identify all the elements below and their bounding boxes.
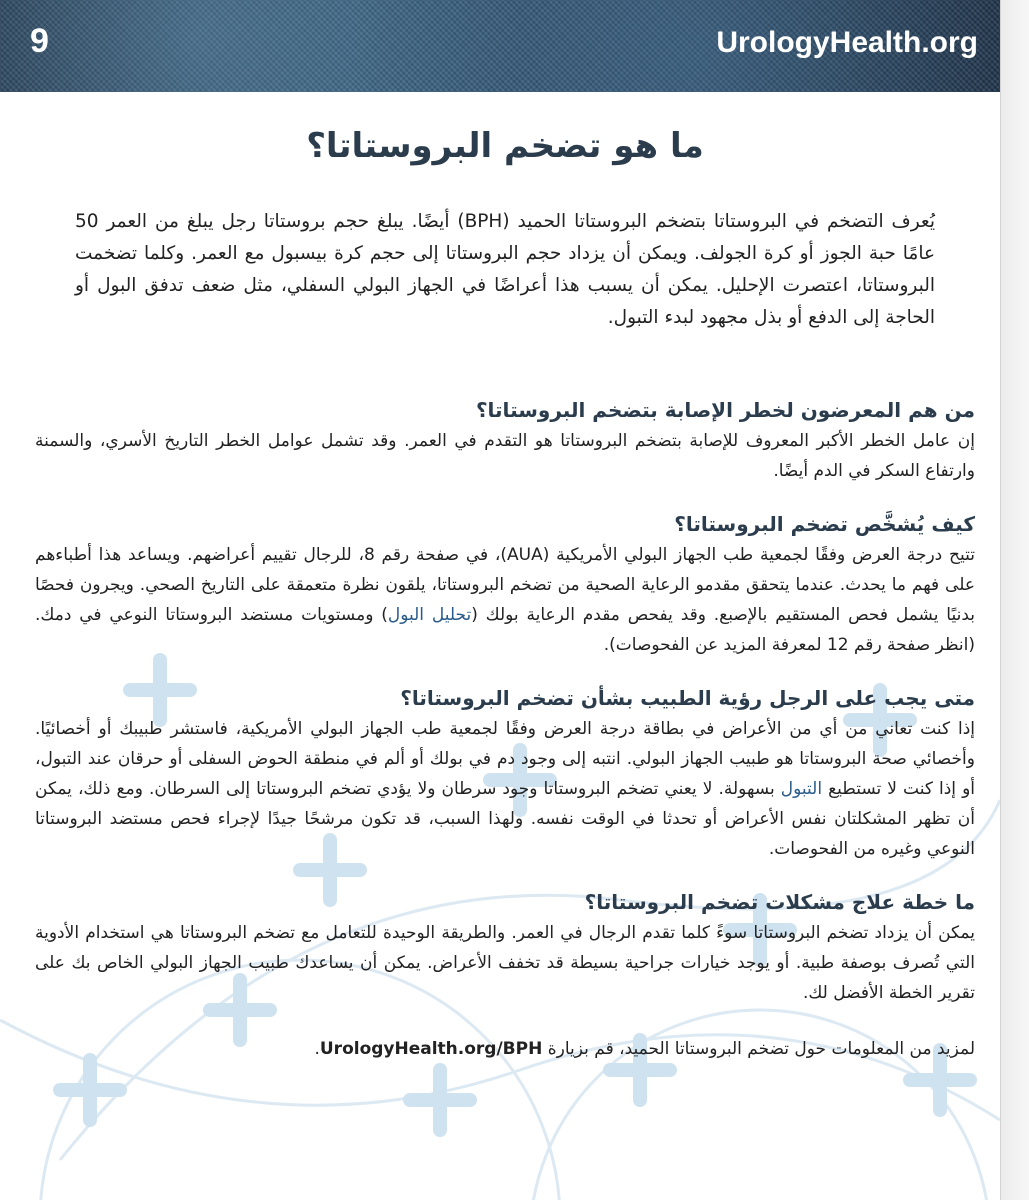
section-heading: كيف يُشخَّص تضخم البروستاتا؟ — [674, 512, 975, 536]
section-heading: من هم المعرضون لخطر الإصابة بتضخم البروستاتا؟ — [475, 398, 975, 422]
section-heading: متى يجب على الرجل رؤية الطبيب بشأن تضخم البروستاتا؟ — [400, 686, 975, 710]
section-risk — [35, 398, 975, 486]
body-text: ) ومستويات مستضد البروستاتا النوعي في دمك. (انظر صفحة رقم 12 لمعرفة المزيد عن الفحوصات). — [35, 605, 975, 655]
page-edge — [1000, 0, 1029, 1200]
more-info-note — [35, 1034, 975, 1064]
section-body: يمكن أن يزداد تضخم البروستاتا سوءً كلما تقدم الرجال في العمر. والطريقة الوحيدة للتعامل مع تضخم البروستاتا هي استخدام الأدوية التي تُصرف بوصفة طبية. أو يوجد خيارات جراحية بسيطة قد تخفف الأعراض. يمكن أن يساعدك طبيب الجهاز البولي الخاص بك على تقرير الخطة الأفضل لك. — [35, 923, 975, 1003]
section-body: إن عامل الخطر الأكبر المعروف للإصابة بتضخم البروستاتا هو التقدم في العمر. وقد تشمل عوامل الخطر التاريخ الأسري، والسمنة وارتفاع السكر في الدم أيضًا. — [35, 431, 975, 481]
section-treatment — [35, 890, 975, 1008]
bph-url-link[interactable]: UrologyHealth.org/BPH — [319, 1039, 543, 1059]
body-text: تتيح درجة العرض وفقًا لجمعية طب الجهاز البولي الأمريكية (AUA)، في صفحة رقم 8، للرجال تقييم أعراضهم. ويساعد هذا أطباءهم على فهم ما يحدث. عندما يتحقق مقدمو الرعاية الصحية من تضخم البروستاتا، يلقون نظرة متعمقة على التاريخ الصحي. ويجرون فحصًا بدنيًا يشمل فحص المستقيم بالإصبع. وقد يفحص مقدم الرعاية بولك ( — [35, 545, 975, 625]
article — [35, 92, 975, 1081]
site-url[interactable]: UrologyHealth.org — [716, 26, 978, 59]
urination-link[interactable]: التبول — [780, 779, 823, 799]
urinalysis-link[interactable]: تحليل البول — [387, 605, 472, 625]
intro-paragraph: يُعرف التضخم في البروستاتا بتضخم البروستاتا الحميد (BPH) أيضًا. يبلغ حجم بروستاتا رجل يبلغ من العمر 50 عامًا حبة الجوز أو كرة الجولف. ويمكن أن يزداد حجم البروستاتا إلى حجم كرة بيسبول مع العمر. وكلما تضخمت البروستاتا، اعتصرت الإحليل. يمكن أن يسبب هذا أعراضًا في الجهاز البولي السفلي، مثل ضعف تدفق البول أو الحاجة إلى الدفع أو بذل مجهود لبدء التبول. — [75, 211, 935, 328]
section-body — [35, 540, 975, 660]
footer-end: . — [314, 1039, 320, 1059]
page-number: 9 — [30, 22, 49, 60]
page-header-banner — [0, 0, 1000, 92]
body-text: بسهولة. لا يعني تضخم البروستاتا وجود سرطان ولا يؤدي تضخم البروستاتا إلى السرطان. ومع ذلك، يمكن أن تظهر المشكلتان نفس الأعراض أو تحدثا في الوقت نفسه. ولهذا السبب، قد تكون مرشحًا جيدًا لإجراء فحص مستضد البروستاتا النوعي وغيره من الفحوصات. — [35, 779, 975, 859]
section-when-to-see-doctor — [35, 686, 975, 864]
body-text: إذا كنت تعاني من أي من الأعراض في بطاقة درجة العرض وفقًا لجمعية طب الجهاز البولي الأمريكية، فاستشر طبيبك أو أخصائيًا. وأخصائي صحة البروستاتا هو طبيب الجهاز البولي. انتبه إلى وجود دم في بولك أو ألم في منطقة الحوض السفلى أو حرقان عند التبول، أو إذا كنت لا تستطيع — [35, 719, 976, 799]
footer-text: لمزيد من المعلومات حول تضخم البروستاتا الحميد، قم بزيارة — [542, 1039, 975, 1059]
section-diagnosis — [35, 512, 975, 660]
page-title: ما هو تضخم البروستاتا؟ — [306, 126, 704, 166]
section-body — [35, 714, 975, 864]
section-heading: ما خطة علاج مشكلات تضخم البروستاتا؟ — [584, 890, 975, 914]
